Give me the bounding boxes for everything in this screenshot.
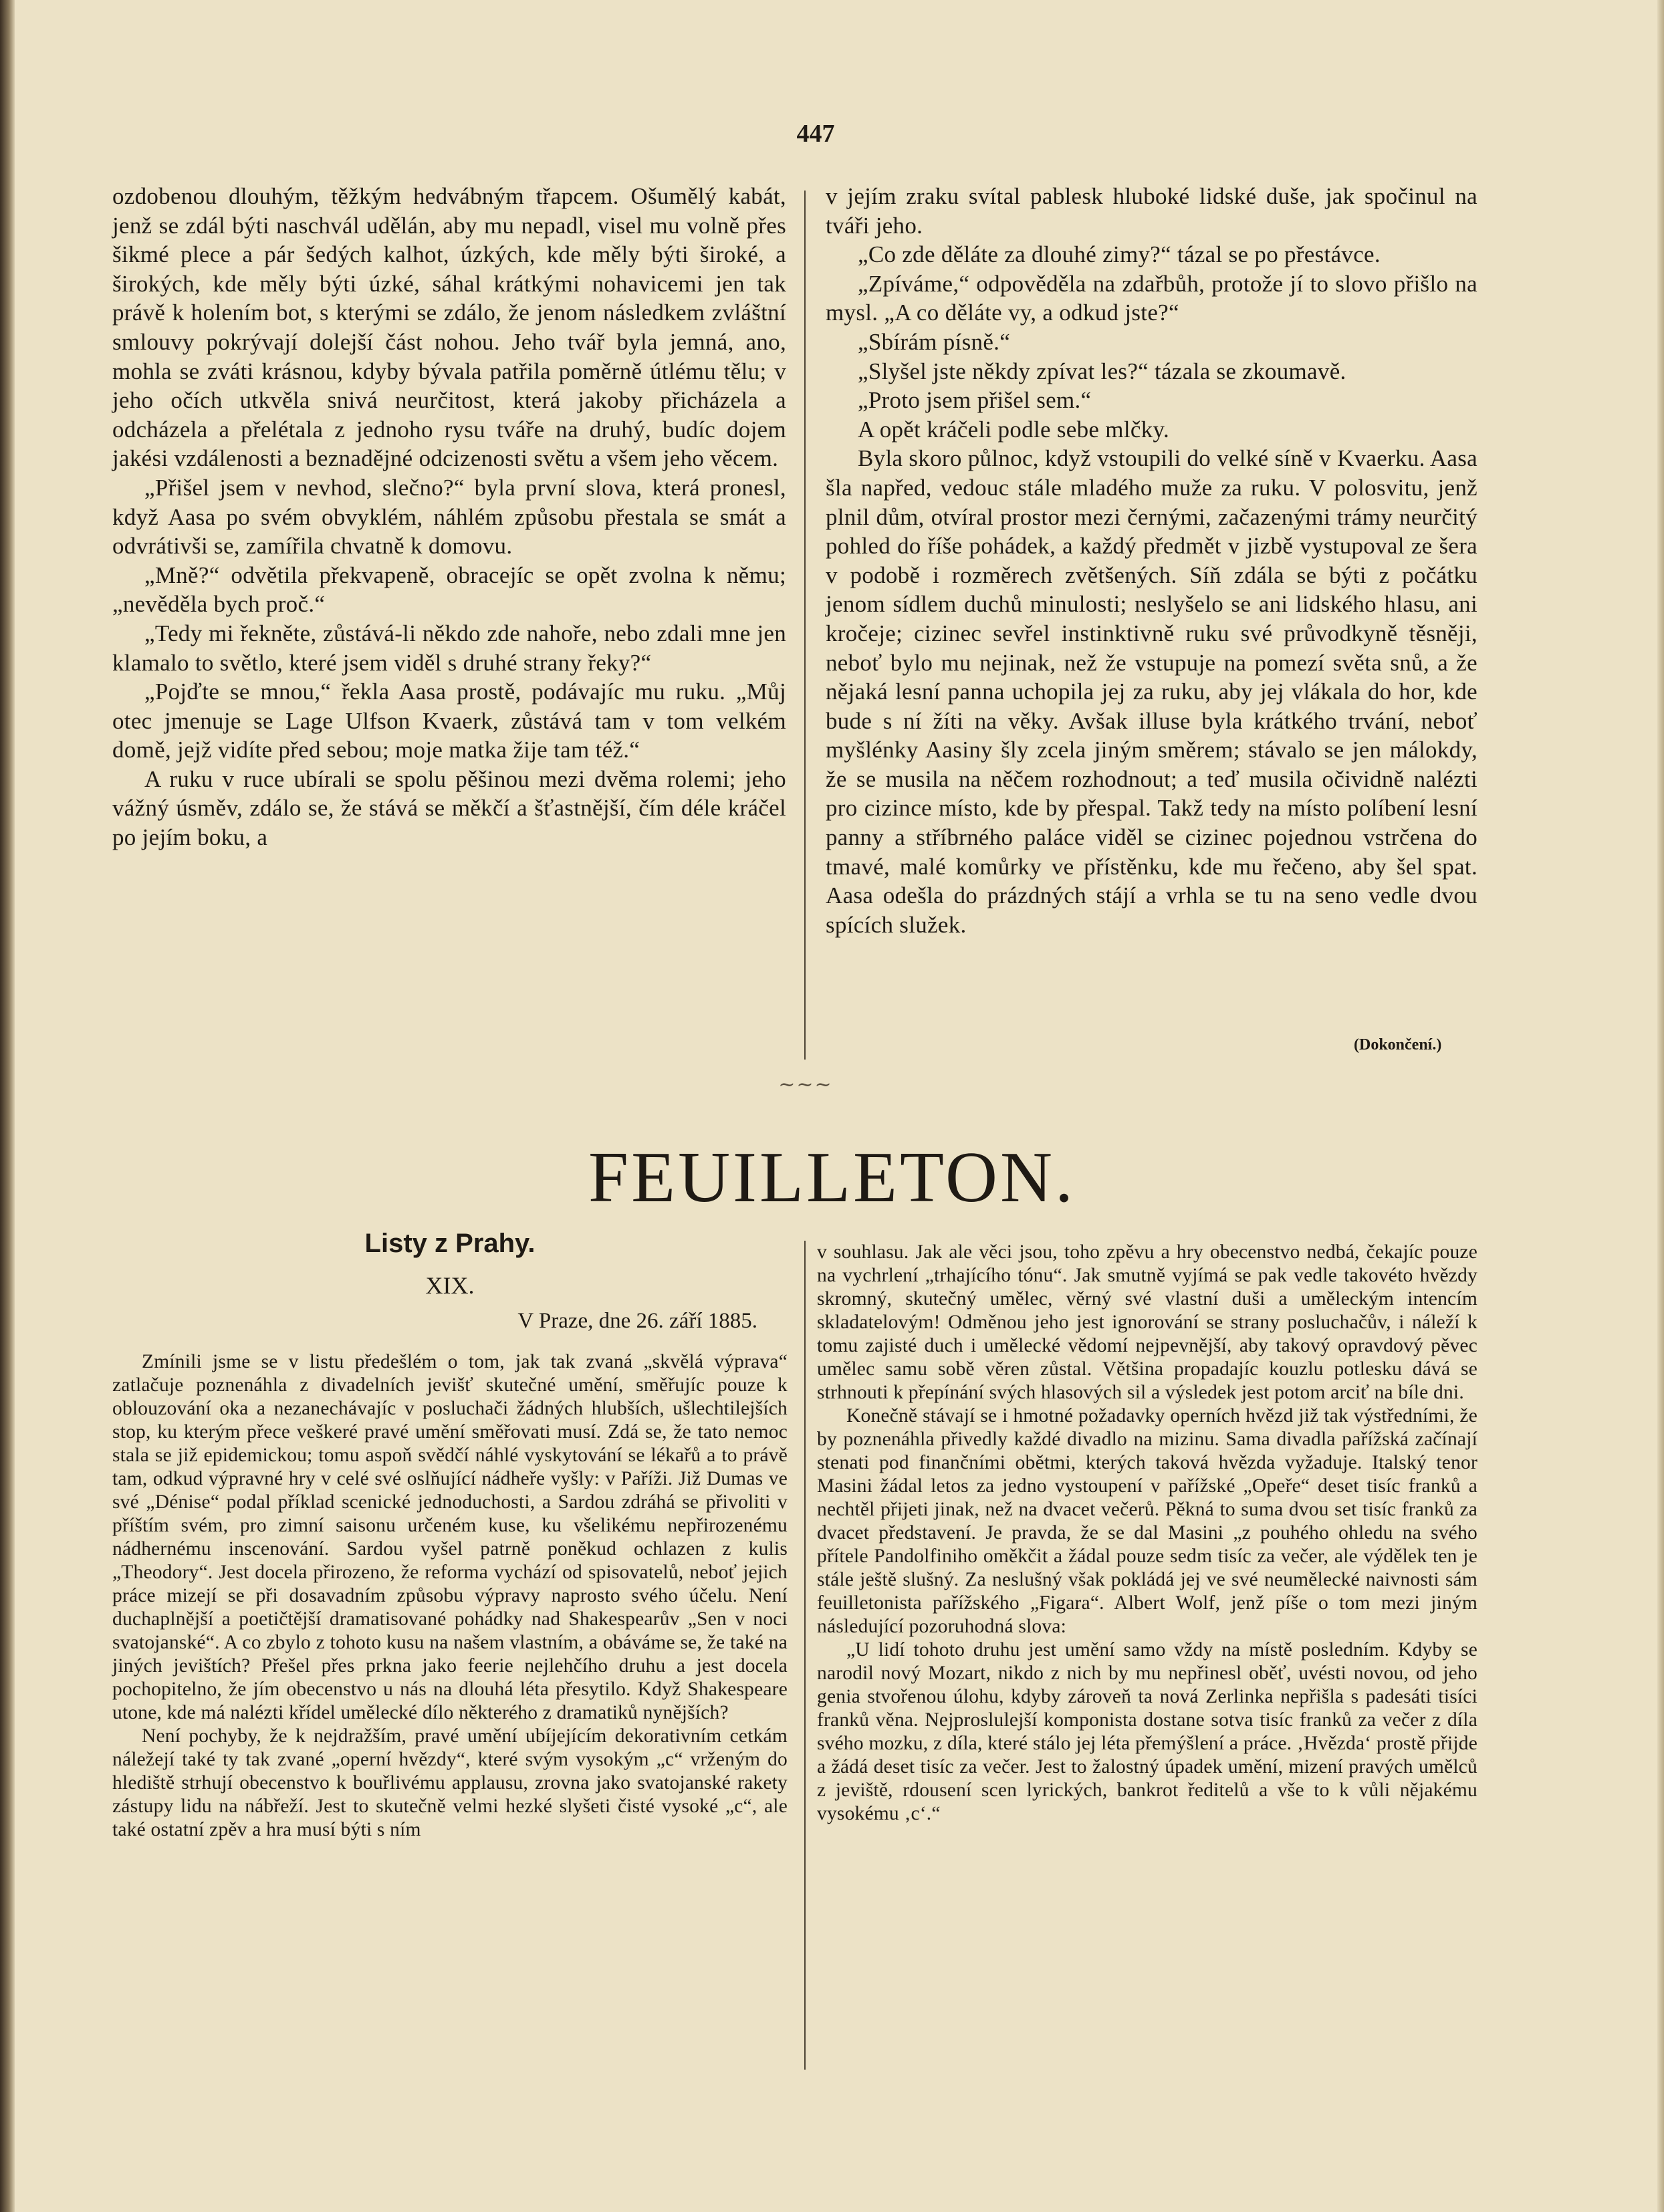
story-right-column [826,182,1477,939]
section-ornament: ~~~ [778,1073,833,1096]
article-title: Listy z Prahy. [364,1229,536,1258]
feuilleton-paragraph: v souhlasu. Jak ale věci jsou, toho zpěvu a hry obecenstvo nedbá, čekajíc pouze na vychrlení „trhajícího tónu“. Jak smutně vyjímá se pak vedle takovéto hvězdy skromný, skutečný umělec, věrný své vlastní duši a uměleckým intencím skladatelovým! Odměnou jeho jest ignorování se strany posluchačův, i náleží k tomu zajisté duch i umělecké vědomí nejpevnější, aby takový opravdový pěvec umělec samu sobě věren zůstal. Většina propadajíc kouzlu potlesku dává se strhnouti k přepínání svých hlasových sil a výsledek jest potom arciť na bíle dni. [817,1241,1477,1403]
page-binding-shadow [0,0,15,2212]
feuilleton-paragraph: Konečně stávají se i hmotné požadavky operních hvězd již tak výstředními, že by poznenáhla přivedly každé divadlo na mizinu. Sama divadla pařížská začínají stenati pod finančními obětmi, kterých taková hvězda vyžaduje. Italský tenor Masini žádal letos za jedno vystoupení v pařížské „Opeře“ deset tisíc franků a nechtěl přijeti jinak, než na dvacet večerů. Pěkná to suma dvou set tisíc franků za dvacet představení. Je pravda, že se dal Masini „z pouhého ohledu na svého přítele Pandolfiniho oměkčit a žádal pouze sedm tisíc za večer, ale výdělek ten je stále ještě slušný. Za neslušný však pokládá jej ve své neumělecké naivnosti sám feuilletonista pařížského „Figara“. Albert Wolf, jenž píše o tom mezi jiným následující pozoruhodná slova: [817,1405,1477,1637]
feuilleton-left-column [112,1350,788,1842]
story-paragraph: „Co zde děláte za dlouhé zimy?“ tázal se po přestávce. [858,241,1381,268]
column-divider [804,1241,806,2070]
story-paragraph: A ruku v ruce ubírali se spolu pěšinou mezi dvěma rolemi; jeho vážný úsměv, zdálo se, že stává se měkčí a šťastnější, čím déle kráčel po jejím boku, a [112,765,786,851]
feuilleton-paragraph: Zmínili jsme se v listu předešlém o tom, jak tak zvaná „skvělá výprava“ zatlačuje poznenáhla z divadelních jevišť skutečné umění, směřujíc pouze k oblouzování oka a nezanechávajíc v posluchači žádných hlubších, ušlechtilejších stop, ku kterým přece veškeré pravé umění směřovati musí. Zdá se, že tato nemoc stala se již epidemickou; tomu aspoň svědčí náhlé vyskytování se lékařů a to právě tam, odkud výpravné hry v celé své oslňující nádheře vyšly: v Paříži. Již Dumas ve své „Dénise“ podal příklad scenické jednoduchosti, a Sardou zdráhá se přivoliti v příštím svém, pro zimní saisonu určeném kuse, ku všelikému nepřirozenému nádhernému inscenování. Sardou vyšel patrně poněkud ochlazen z kulis „Theodory“. Jest docela přirozeno, že reforma vychází od spisovatelů, neboť jejich práce mizejí se při dosavadním způsobu výpravy naprosto svého účelu. Není duchaplnější a poetičtější dramatisované pohádky nad Shakespearův „Sen v noci svatojanské“. A co zbylo z tohoto kusu na našem vlastním, a obáváme se, že také na jiných jevištích? Přešel přes prkna jako feerie nejlehčího druhu a jest docela pochopitelno, že jím obecenstvo u nás na dlouhá léta přesytilo. Když Shakespeare utone, kde má nalézti křídel umělecké dílo některého z dramatiků nynějších? [112,1351,788,1723]
column-divider [804,191,806,1060]
story-left-column [112,182,786,852]
feuilleton-heading: FEUILLETON. [588,1138,1076,1217]
story-paragraph: „Tedy mi řekněte, zůstává-li někdo zde nahoře, nebo zdali mne jen klamalo to světlo, které jsem viděl s druhé strany řeky?“ [112,620,786,676]
story-paragraph: „Zpíváme,“ odpověděla na zdařbůh, protože jí to slovo přišlo na mysl. „A co děláte vy, a odkud jste?“ [826,270,1477,326]
story-paragraph: v jejím zraku svítal pablesk hluboké lidské duše, jak spočinul na tváři jeho. [826,183,1477,239]
story-paragraph: ozdobenou dlouhým, těžkým hedvábným třapcem. Ošumělý kabát, jenž se zdál býti naschvál udělán, aby mu nepadl, visel mu volně přes šikmé plece a pár šedých kalhot, úzkých, kde měly býti široké, a širokých, kde měly býti úzké, sáhal krátkými nohavicemi jen tak právě k holením bot, s kterými se zdálo, že jenom následkem zvláštní smlouvy pokrývají dolejší část nohou. Jeho tvář byla jemná, ano, mohla se zváti krásnou, kdyby bývala patřila poměrně útlému tělu; v jeho očích utkvěla snivá neurčitost, která jakoby přicházela a odcházela a přelétala z jednoho rysu tváře na druhý, budíc dojem jakési vzdálenosti a beznadějné odcizenosti světu a všem jeho věcem. [112,183,786,472]
article-dateline: V Praze, dne 26. září 1885. [517,1309,757,1333]
page-number: 447 [796,120,835,148]
story-paragraph: Byla skoro půlnoc, když vstoupili do velké síně v Kvaerku. Aasa šla napřed, vedouc stále mladého muže za ruku. V polosvitu, jenž plnil dům, otvíral prostor mezi černými, začazenými trámy neurčitý pohled do říše pohádek, a každý předmět v jizbě vystupoval ze šera v podobě i rozměrech zvětšených. Síň zdála se býti z počátku jenom sídlem duchů minulosti; neslyšelo se ani lidského hlasu, ani kročeje; cizinec sevřel instinktivně ruku své průvodkyně těsněji, neboť bylo mu nejinak, než že vstupuje na pomezí světa snů, a že nějaká lesní panna uchopila jej za ruku, aby jej vlákala do hor, kde bude s ní žíti na věky. Avšak illuse byla krátkého trvání, neboť myšlénky Aasiny šly zcela jiným směrem; stávalo se jen málokdy, že se musila na něčem rozhodnout; a teď musila očividně nalézti pro cizince místo, kde by přespal. Takž tedy na místo políbení lesní panny a stříbrného paláce viděl se cizinec pojednou vstrčena do tmavé, malé komůrky ve přístěnku, kde mu řečeno, aby šel spat. Aasa odešla do prázdných stájí a vrhla se tu na seno vedle dvou spících služek. [826,445,1477,938]
to-be-concluded-note: (Dokončení.) [1354,1036,1442,1054]
article-number: XIX. [425,1272,475,1299]
story-paragraph: A opět kráčeli podle sebe mlčky. [858,416,1170,443]
story-paragraph: „Pojďte se mnou,“ řekla Aasa prostě, podávajíc mu ruku. „Můj otec jmenuje se Lage Ulfson Kvaerk, zůstává tam v tom velkém domě, jejž vidíte před sebou; moje matka žije tam též.“ [112,679,786,763]
story-paragraph: „Mně?“ odvětila překvapeně, obracejíc se opět zvolna k němu; „nevěděla bych proč.“ [112,562,786,618]
story-paragraph: „Sbírám písně.“ [858,328,1011,355]
feuilleton-paragraph: „U lidí tohoto druhu jest umění samo vždy na místě posledním. Kdyby se narodil nový Mozart, nikdo z nich by mu nepřinesl oběť, uvésti novou, od jeho genia stvořenou úlohu, kdyby zároveň ta nová Zerlinka nepřišla s padesáti tisíci franků věna. Nejproslulejší komponista dostane sotva tisíc franků za večer z díla svého mozku, z díla, které stálo jej léta přemýšlení a práce. ‚Hvězda‘ prostě přijde a žádá deset tisíc za večer. Jest to žalostný úpadek umění, mizení pravých umělců z jeviště, rdousení scen lyrických, bankrot ředitelů a vše to k vůli nějakému vysokému ‚c‘.“ [817,1639,1477,1824]
story-paragraph: „Přišel jsem v nevhod, slečno?“ byla první slova, která pronesl, když Aasa po svém obvyklém, náhlém způsobu přestala se smát a odvrátivši se, zamířila chvatně k domovu. [112,474,786,560]
story-paragraph: „Slyšel jste někdy zpívat les?“ tázala se zkoumavě. [858,358,1346,384]
feuilleton-paragraph: Není pochyby, že k nejdražším, pravé umění ubíjejícím dekorativním cetkám náležejí také ty tak zvané „operní hvězdy“, které svým vysokým „c“ vrženým do hlediště strhují obecenstvo k bouřlivému applausu, zrovna jako svatojanské rakety zástupy lidu na nábřeží. Jest to skutečně velmi hezké slyšeti čisté vysoké „c“, ale také ostatní zpěv a hra musí býti s ním [112,1725,788,1840]
story-paragraph: „Proto jsem přišel sem.“ [858,387,1092,414]
feuilleton-right-column [817,1241,1477,1826]
page-edge [1657,0,1664,2212]
